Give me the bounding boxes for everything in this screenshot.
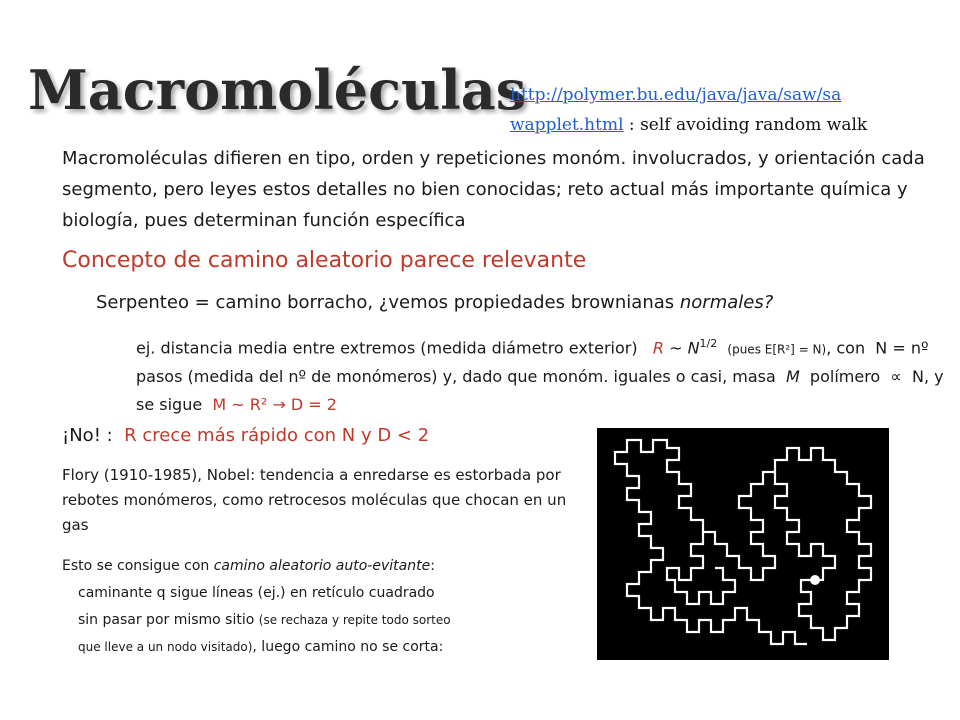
saw-line-4-text: , luego camino no se corta: [252, 639, 444, 655]
saw-paragraph [62, 553, 582, 661]
question-emphasis: normales? [679, 292, 774, 313]
contradiction-text: R crece más rápido con N y D < 2 [124, 425, 430, 446]
saw-line-4-note: que lleve a un nodo visitado) [78, 640, 253, 654]
proportional-symbol: ∝ [890, 367, 902, 387]
question-paragraph [96, 292, 773, 313]
contradiction-paragraph [62, 425, 429, 446]
walk-start-node [810, 575, 820, 585]
example-text-4: N, y se sigue [136, 367, 944, 415]
saw-colon: : [430, 558, 435, 574]
walk-background [597, 428, 889, 660]
saw-line-2: caminante q sigue líneas (ej.) en retículo cuadrado [78, 585, 435, 601]
saw-line-3-text: sin pasar por mismo sitio [78, 612, 259, 628]
n-definition: N = nº pasos (medida del nº de monómeros) y, dado que monóm. iguales o casi, masa [136, 338, 929, 387]
symbol-M: M [785, 367, 800, 387]
self-avoiding-walk-figure [597, 428, 889, 660]
saw-line-4 [62, 634, 582, 661]
slide-title: Macromoléculas [28, 58, 527, 122]
section-heading: Concepto de camino aleatorio parece relevante [62, 248, 587, 273]
flory-paragraph: Flory (1910-1985), Nobel: tendencia a enredarse es estorbada por rebotes monómeros, como retrocesos moléculas que chocan en un gas [62, 466, 567, 534]
example-paragraph [136, 330, 956, 419]
question-text: Serpenteo = camino borracho, ¿vemos propiedades brownianas [96, 292, 680, 313]
example-text-3: polímero [809, 367, 881, 387]
contradiction-lead: ¡No! : [62, 425, 113, 446]
exponent: 1/2 [699, 337, 718, 350]
saw-line-3-note: (se rechaza y repite todo sorteo [258, 613, 451, 627]
applet-link-line-1[interactable]: http://polymer.bu.edu/java/java/saw/sa [510, 85, 842, 105]
saw-term: camino aleatorio auto-evitante [213, 558, 431, 574]
symbol-N: N [687, 338, 700, 358]
scaling-relation: M ~ R² → D = 2 [212, 395, 337, 415]
saw-lead: Esto se consigue con [62, 558, 214, 574]
expectation-note: (pues E[R²] = N) [727, 342, 827, 357]
applet-link-line-2[interactable]: wapplet.html [510, 115, 624, 135]
walk-svg [597, 428, 889, 660]
symbol-R: R [652, 338, 664, 358]
example-text-1: ej. distancia media entre extremos (medida diámetro exterior) [136, 338, 638, 358]
link-description: : self avoiding random walk [623, 115, 868, 135]
reference-link-block [510, 80, 950, 140]
example-text-2: , con [826, 338, 866, 358]
saw-line-3 [62, 607, 582, 634]
symbol-tilde: ~ [669, 338, 683, 358]
intro-paragraph: Macromoléculas difieren en tipo, orden y repeticiones monóm. involucrados, y orientación cada segmento, pero leyes estos detalles no bien conocidas; reto actual más importante química y biología, pues determinan función específica [62, 148, 925, 231]
